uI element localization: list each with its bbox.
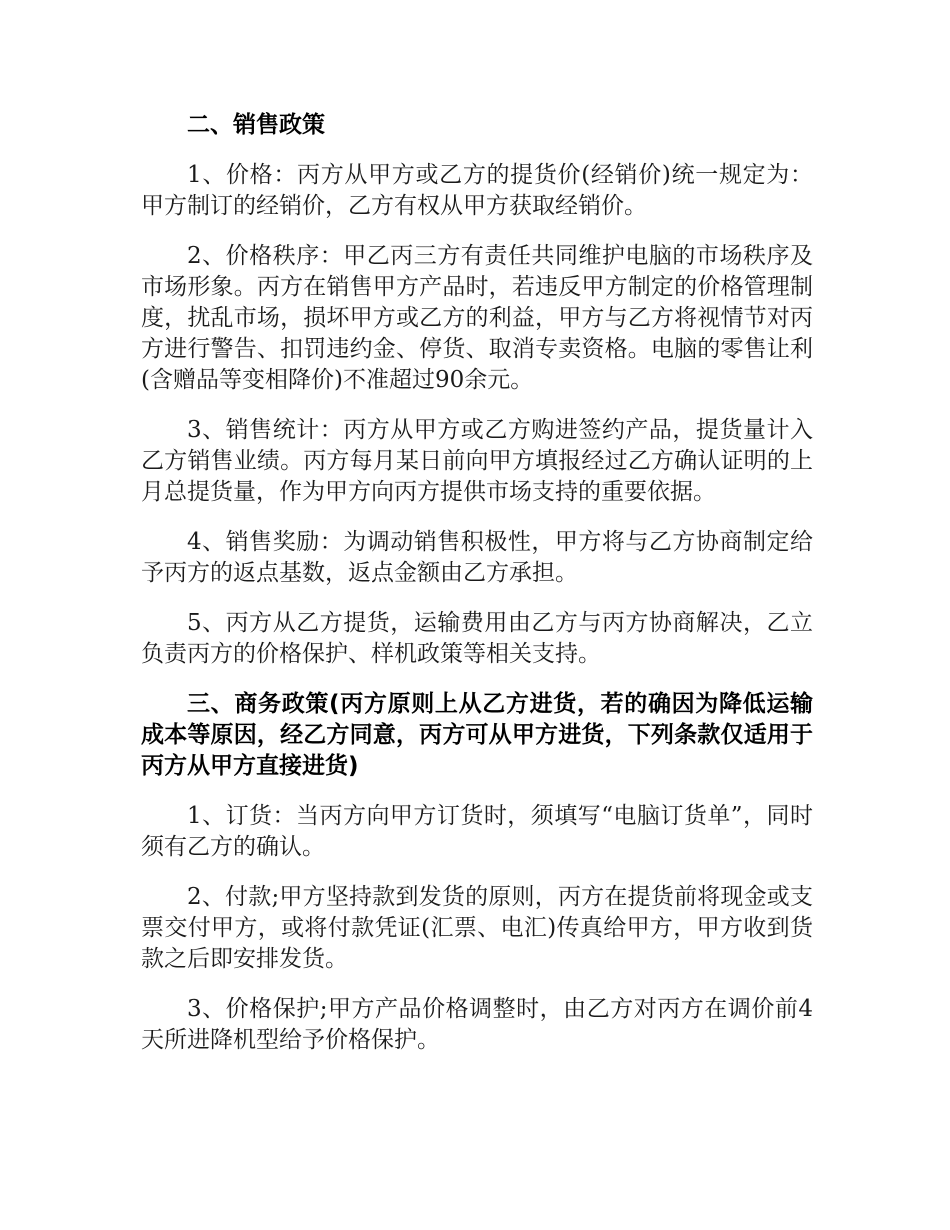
section-2-item-5: 5、丙方从乙方提货，运输费用由乙方与丙方协商解决，乙立负责丙方的价格保护、样机政策等相关支持。 bbox=[141, 610, 813, 667]
section-3-heading: 三、商务政策(丙方原则上从乙方进货，若的确因为降低运输成本等原因，经乙方同意，丙方可从甲方进货，下列条款仅适用于丙方从甲方直接进货) bbox=[141, 691, 813, 779]
section-2-item-3: 3、销售统计：丙方从甲方或乙方购进签约产品，提货量计入乙方销售业绩。丙方每月某日前向甲方填报经过乙方确认证明的上月总提货量，作为甲方向丙方提供市场支持的重要依据。 bbox=[141, 417, 813, 505]
section-2-item-2: 2、价格秩序：甲乙丙三方有责任共同维护电脑的市场秩序及市场形象。丙方在销售甲方产品时，若违反甲方制定的价格管理制度，扰乱市场，损坏甲方或乙方的利益，甲方与乙方将视情节对丙方进行警告、扣罚违约金、停货、取消专卖资格。电脑的零售让利(含赠品等变相降价)不准超过90余元。 bbox=[141, 243, 813, 393]
section-2-item-4: 4、销售奖励：为调动销售积极性，甲方将与乙方协商制定给予丙方的返点基数，返点金额由乙方承担。 bbox=[141, 529, 813, 586]
section-3-item-1: 1、订货：当丙方向甲方订货时，须填写“电脑订货单”，同时须有乙方的确认。 bbox=[141, 803, 813, 860]
section-2-item-1: 1、价格：丙方从甲方或乙方的提货价(经销价)统一规定为：甲方制订的经销价，乙方有权从甲方获取经销价。 bbox=[141, 162, 813, 219]
section-3-item-3: 3、价格保护;甲方产品价格调整时，由乙方对丙方在调价前4天所进降机型给予价格保护。 bbox=[141, 996, 813, 1053]
document-body bbox=[141, 110, 813, 1075]
section-3-item-2: 2、付款;甲方坚持款到发货的原则，丙方在提货前将现金或支票交付甲方，或将付款凭证(汇票、电汇)传真给甲方，甲方收到货款之后即安排发货。 bbox=[141, 884, 813, 972]
section-2-heading: 二、销售政策 bbox=[187, 112, 325, 138]
